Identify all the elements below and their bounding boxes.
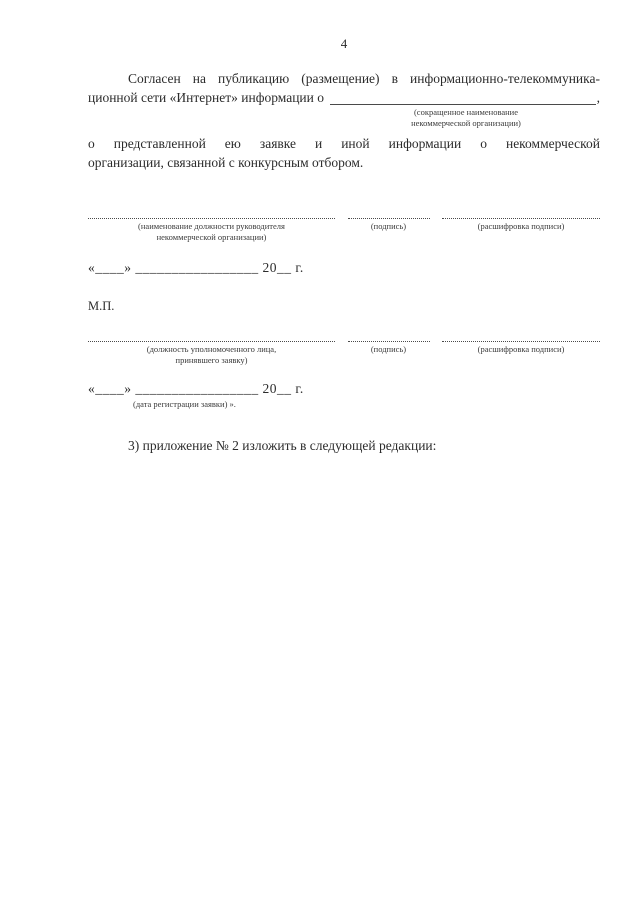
blank-line [330, 90, 596, 105]
consent-paragraph-2 [88, 134, 600, 172]
signature-2-position-caption-2: принявшего заявку) [175, 355, 248, 365]
consent-line-3: о представленной ею заявке и иной информации о некоммерческой [88, 136, 600, 151]
signature-1-sign [348, 218, 430, 232]
stamp-label: М.П. [88, 299, 115, 313]
signature-block-1 [88, 218, 600, 243]
signature-line [348, 218, 430, 219]
signature-2-name [442, 341, 600, 355]
signature-2-position [88, 341, 335, 366]
consent-line-2-text: ционной сети «Интернет» информации о [88, 90, 324, 105]
date-line-2: «____» _________________ 20__ г. [88, 381, 304, 396]
signature-2-position-caption-1: (должность уполномоченного лица, [146, 344, 277, 354]
consent-line-1: Согласен на публикацию (размещение) в информационно-телекоммуника- [128, 71, 600, 86]
blank-caption-line-1: (сокращенное наименование [413, 107, 519, 117]
signature-1-position [88, 218, 335, 243]
consent-paragraph [88, 69, 600, 172]
date-line-1: «____» _________________ 20__ г. [88, 260, 304, 275]
signature-line [442, 341, 600, 342]
signature-1-position-caption-1: (наименование должности руководителя [138, 221, 285, 231]
signature-line [88, 218, 335, 219]
date-registration-caption: (дата регистрации заявки) ». [133, 399, 236, 409]
signature-2-name-caption: (расшифровка подписи) [477, 344, 565, 354]
signature-1-position-caption-2: некоммерческой организации) [156, 232, 267, 242]
consent-line-2-comma: , [596, 90, 600, 105]
signature-1-sign-caption: (подпись) [370, 221, 407, 231]
signature-2-sign-caption: (подпись) [370, 344, 407, 354]
signature-line [88, 341, 335, 342]
signature-line [348, 341, 430, 342]
blank-caption [335, 107, 597, 129]
page-number: 4 [340, 36, 348, 51]
closing-line: 3) приложение № 2 изложить в следующей редакции: [128, 438, 437, 453]
signature-line [442, 218, 600, 219]
signature-block-2 [88, 341, 600, 366]
signature-2-sign [348, 341, 430, 355]
consent-line-4: организации, связанной с конкурсным отбором. [88, 155, 364, 170]
consent-line-2 [88, 88, 600, 107]
signature-1-name-caption: (расшифровка подписи) [477, 221, 565, 231]
signature-1-name [442, 218, 600, 232]
blank-caption-line-2: некоммерческой организации) [411, 118, 521, 128]
